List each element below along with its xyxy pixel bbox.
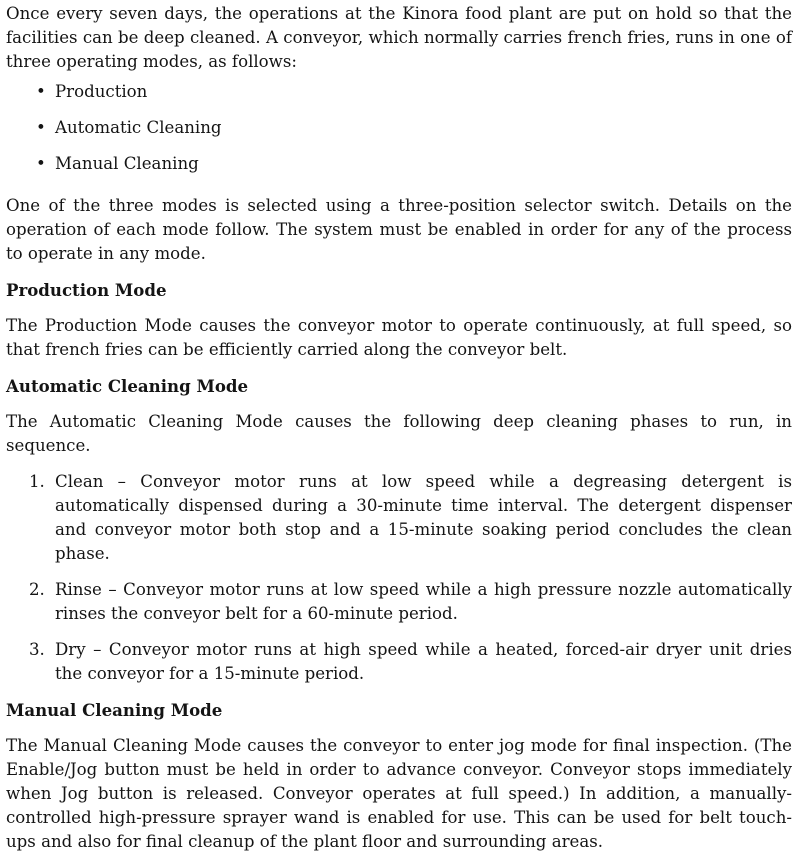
phase-text-clean: Clean – Conveyor motor runs at low speed while a degreasing detergent is automatically dispensed during a 30-minute time interval. The detergent dispenser and conveyor motor both stop and a 15-minute soaking period concludes the clean phase. xyxy=(55,472,792,563)
list-item xyxy=(6,152,792,188)
automatic-paragraph: The Automatic Cleaning Mode causes the following deep cleaning phases to run, in sequence. xyxy=(6,412,792,455)
mode-label-automatic: Automatic Cleaning xyxy=(55,118,222,137)
automatic-heading: Automatic Cleaning Mode xyxy=(6,376,249,396)
production-heading: Production Mode xyxy=(6,280,167,300)
list-item xyxy=(6,116,792,152)
list-item xyxy=(6,638,792,686)
phase-number: 2. xyxy=(29,580,45,599)
mode-list xyxy=(6,80,792,188)
mode-label-production: Production xyxy=(55,82,148,101)
selector-paragraph: One of the three modes is selected using a three-position selector switch. Details on the operation of each mode follow. The system must be enabled in order for any of the process to operate in any mode. xyxy=(6,196,792,263)
phase-number: 3. xyxy=(29,640,45,659)
phase-list xyxy=(6,470,792,686)
bullet-icon: • xyxy=(36,82,46,101)
bullet-icon: • xyxy=(36,118,46,137)
manual-heading: Manual Cleaning Mode xyxy=(6,700,223,720)
mode-label-manual: Manual Cleaning xyxy=(55,154,199,173)
phase-number: 1. xyxy=(29,472,45,491)
bullet-icon: • xyxy=(36,154,46,173)
phase-text-rinse: Rinse – Conveyor motor runs at low speed while a high pressure nozzle automatically rinses the conveyor belt for a 60-minute period. xyxy=(55,580,792,623)
intro-paragraph: Once every seven days, the operations at the Kinora food plant are put on hold so that the facilities can be deep cleaned. A conveyor, which normally carries french fries, runs in one of three operating modes, as follows: xyxy=(6,4,792,71)
list-item xyxy=(6,578,792,626)
phase-text-dry: Dry – Conveyor motor runs at high speed while a heated, forced-air dryer unit dries the conveyor for a 15-minute period. xyxy=(55,640,792,683)
list-item xyxy=(6,470,792,566)
list-item xyxy=(6,80,792,116)
production-paragraph: The Production Mode causes the conveyor motor to operate continuously, at full speed, so that french fries can be efficiently carried along the conveyor belt. xyxy=(6,316,792,359)
manual-paragraph: The Manual Cleaning Mode causes the conveyor to enter jog mode for final inspection. (The Enable/Jog button must be held in order to advance conveyor. Conveyor stops immediately when Jog button is released. Conveyor operates at full speed.) In addition, a manually-controlled high-pressure sprayer wand is enabled for use. This can be used for belt touch-ups and also for final cleanup of the plant floor and surrounding areas. xyxy=(6,736,792,851)
